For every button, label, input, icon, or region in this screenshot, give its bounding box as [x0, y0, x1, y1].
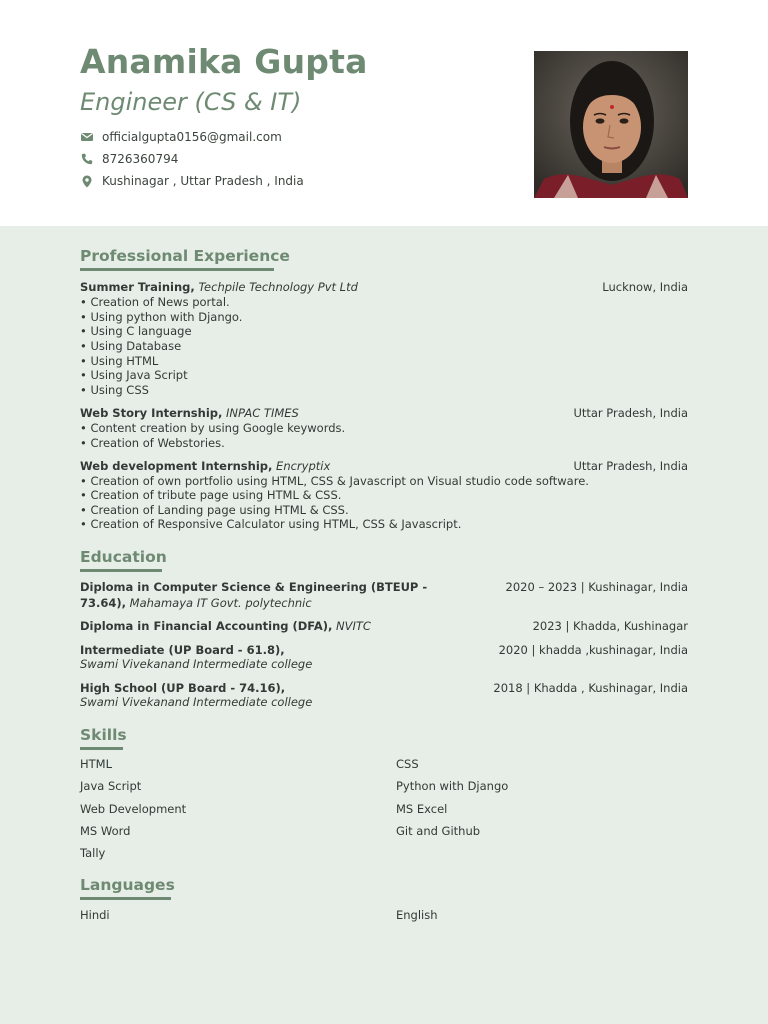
job-location: Uttar Pradesh, India: [573, 406, 688, 420]
education-institution: Swami Vivekanand Intermediate college: [80, 695, 313, 709]
location-text: Kushinagar , Uttar Pradesh , India: [102, 174, 304, 188]
education-institution: Swami Vivekanand Intermediate college: [80, 657, 313, 671]
job-title: Web Story Internship, INPAC TIMES: [80, 406, 299, 420]
phone-row: [80, 150, 178, 168]
language-item: English: [396, 908, 438, 922]
language-item: Hindi: [80, 908, 110, 922]
job-bullet: • Creation of tribute page using HTML & CSS.: [80, 488, 342, 502]
education-meta: 2020 | khadda ,kushinagar, India: [498, 643, 688, 657]
skill-item: Python with Django: [396, 779, 509, 793]
location-pin-icon: [80, 174, 94, 188]
experience-heading: Professional Experience: [80, 247, 290, 265]
job-bullet: • Using Java Script: [80, 368, 188, 382]
job-bullet: • Using HTML: [80, 354, 159, 368]
job-bullet: • Creation of Responsive Calculator using HTML, CSS & Javascript.: [80, 517, 462, 531]
skill-item: Git and Github: [396, 824, 481, 838]
languages-heading: Languages: [80, 876, 175, 894]
email-row: [80, 128, 282, 146]
job-title: Web development Internship, Encryptix: [80, 459, 331, 473]
profile-photo: [534, 51, 688, 198]
education-degree: Diploma in Computer Science & Engineering (BTEUP -: [80, 580, 428, 594]
job-bullet: • Using python with Django.: [80, 310, 243, 324]
skill-item: HTML: [80, 757, 113, 771]
job-bullet: • Using Database: [80, 339, 182, 353]
job-bullet: • Creation of Landing page using HTML & CSS.: [80, 503, 349, 517]
education-degree: Diploma in Financial Accounting (DFA), NVITC: [80, 619, 371, 633]
education-degree: Intermediate (UP Board - 61.8),: [80, 643, 285, 657]
job-bullet: • Using C language: [80, 324, 192, 338]
skill-item: MS Excel: [396, 802, 448, 816]
location-row: [80, 172, 304, 190]
skills-underline: [80, 747, 123, 750]
job-bullet: • Creation of News portal.: [80, 295, 230, 309]
education-meta: 2023 | Khadda, Kushinagar: [532, 619, 688, 633]
phone-icon: [80, 152, 94, 166]
education-heading: Education: [80, 548, 167, 566]
job-bullet: • Using CSS: [80, 383, 149, 397]
experience-underline: [80, 268, 274, 271]
email-text[interactable]: officialgupta0156@gmail.com: [102, 130, 282, 144]
skills-heading: Skills: [80, 726, 127, 744]
job-bullet: • Creation of own portfolio using HTML, CSS & Javascript on Visual studio code software.: [80, 474, 589, 488]
skill-item: CSS: [396, 757, 419, 771]
job-bullet: • Creation of Webstories.: [80, 436, 225, 450]
skill-item: MS Word: [80, 824, 131, 838]
candidate-title: Engineer (CS & IT): [80, 88, 302, 116]
email-icon: [80, 130, 94, 144]
job-bullet: • Content creation by using Google keywords.: [80, 421, 346, 435]
education-institution: 73.64), Mahamaya IT Govt. polytechnic: [80, 596, 312, 610]
resume-header: [0, 0, 768, 226]
education-degree: High School (UP Board - 74.16),: [80, 681, 286, 695]
skill-item: Web Development: [80, 802, 187, 816]
candidate-name: Anamika Gupta: [80, 42, 368, 81]
education-underline: [80, 569, 162, 572]
education-meta: 2018 | Khadda , Kushinagar, India: [493, 681, 688, 695]
languages-underline: [80, 897, 171, 900]
job-title: Summer Training, Techpile Technology Pvt Ltd: [80, 280, 358, 294]
skill-item: Java Script: [80, 779, 142, 793]
job-location: Lucknow, India: [602, 280, 688, 294]
job-location: Uttar Pradesh, India: [573, 459, 688, 473]
phone-text: 8726360794: [102, 152, 179, 166]
skill-item: Tally: [80, 846, 106, 860]
education-meta: 2020 – 2023 | Kushinagar, India: [505, 580, 688, 594]
